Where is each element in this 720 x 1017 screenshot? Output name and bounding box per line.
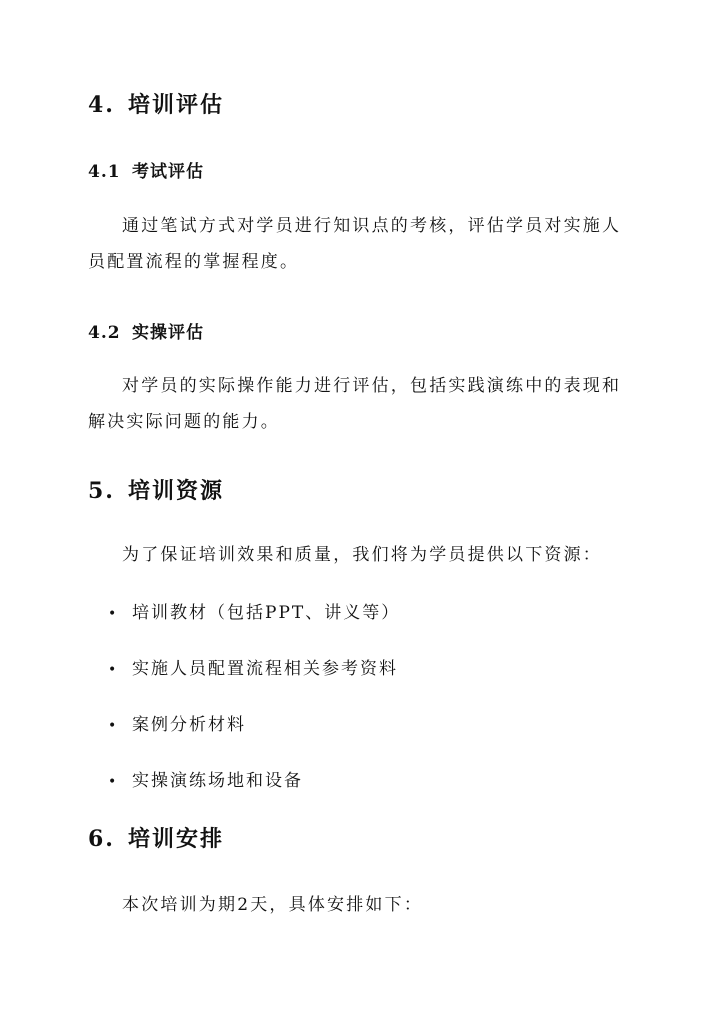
section-4-1-title: 考试评估 — [132, 162, 204, 182]
bullet-icon: • — [108, 718, 119, 734]
section-4-1-heading — [88, 157, 204, 182]
list-item — [108, 766, 303, 791]
bullet-icon: • — [108, 662, 119, 678]
section-4-2-number: 4.2 — [88, 323, 121, 343]
section-4-1-paragraph: 通过笔试方式对学员进行知识点的考核，评估学员对实施人员配置流程的掌握程度。 — [88, 216, 622, 272]
list-item — [108, 654, 398, 679]
section-4-2-paragraph: 对学员的实际操作能力进行评估，包括实践演练中的表现和解决实际问题的能力。 — [88, 376, 622, 432]
list-item-text: 实施人员配置流程相关参考资料 — [132, 659, 398, 679]
bullet-icon: • — [108, 606, 119, 622]
list-item — [108, 710, 246, 735]
section-4-number: 4. — [88, 92, 115, 118]
section-4-2-heading — [88, 318, 204, 343]
section-5-title: 培训资源 — [128, 478, 225, 504]
bullet-icon: • — [108, 774, 119, 790]
section-4-heading — [88, 88, 224, 119]
section-6-heading — [88, 822, 224, 853]
section-6-intro: 本次培训为期2天，具体安排如下： — [122, 895, 424, 915]
list-item-text: 培训教材（包括PPT、讲义等） — [132, 603, 401, 623]
section-4-title: 培训评估 — [128, 92, 225, 118]
section-4-1-number: 4.1 — [88, 162, 121, 182]
section-4-2-title: 实操评估 — [132, 323, 204, 343]
section-5-heading — [88, 474, 224, 505]
list-item-text: 案例分析材料 — [132, 715, 246, 735]
section-6-number: 6. — [88, 826, 115, 852]
section-6-title: 培训安排 — [128, 826, 225, 852]
section-5-intro: 为了保证培训效果和质量，我们将为学员提供以下资源： — [122, 545, 602, 565]
list-item-text: 实操演练场地和设备 — [132, 771, 303, 791]
list-item — [108, 598, 400, 623]
section-5-number: 5. — [88, 478, 115, 504]
